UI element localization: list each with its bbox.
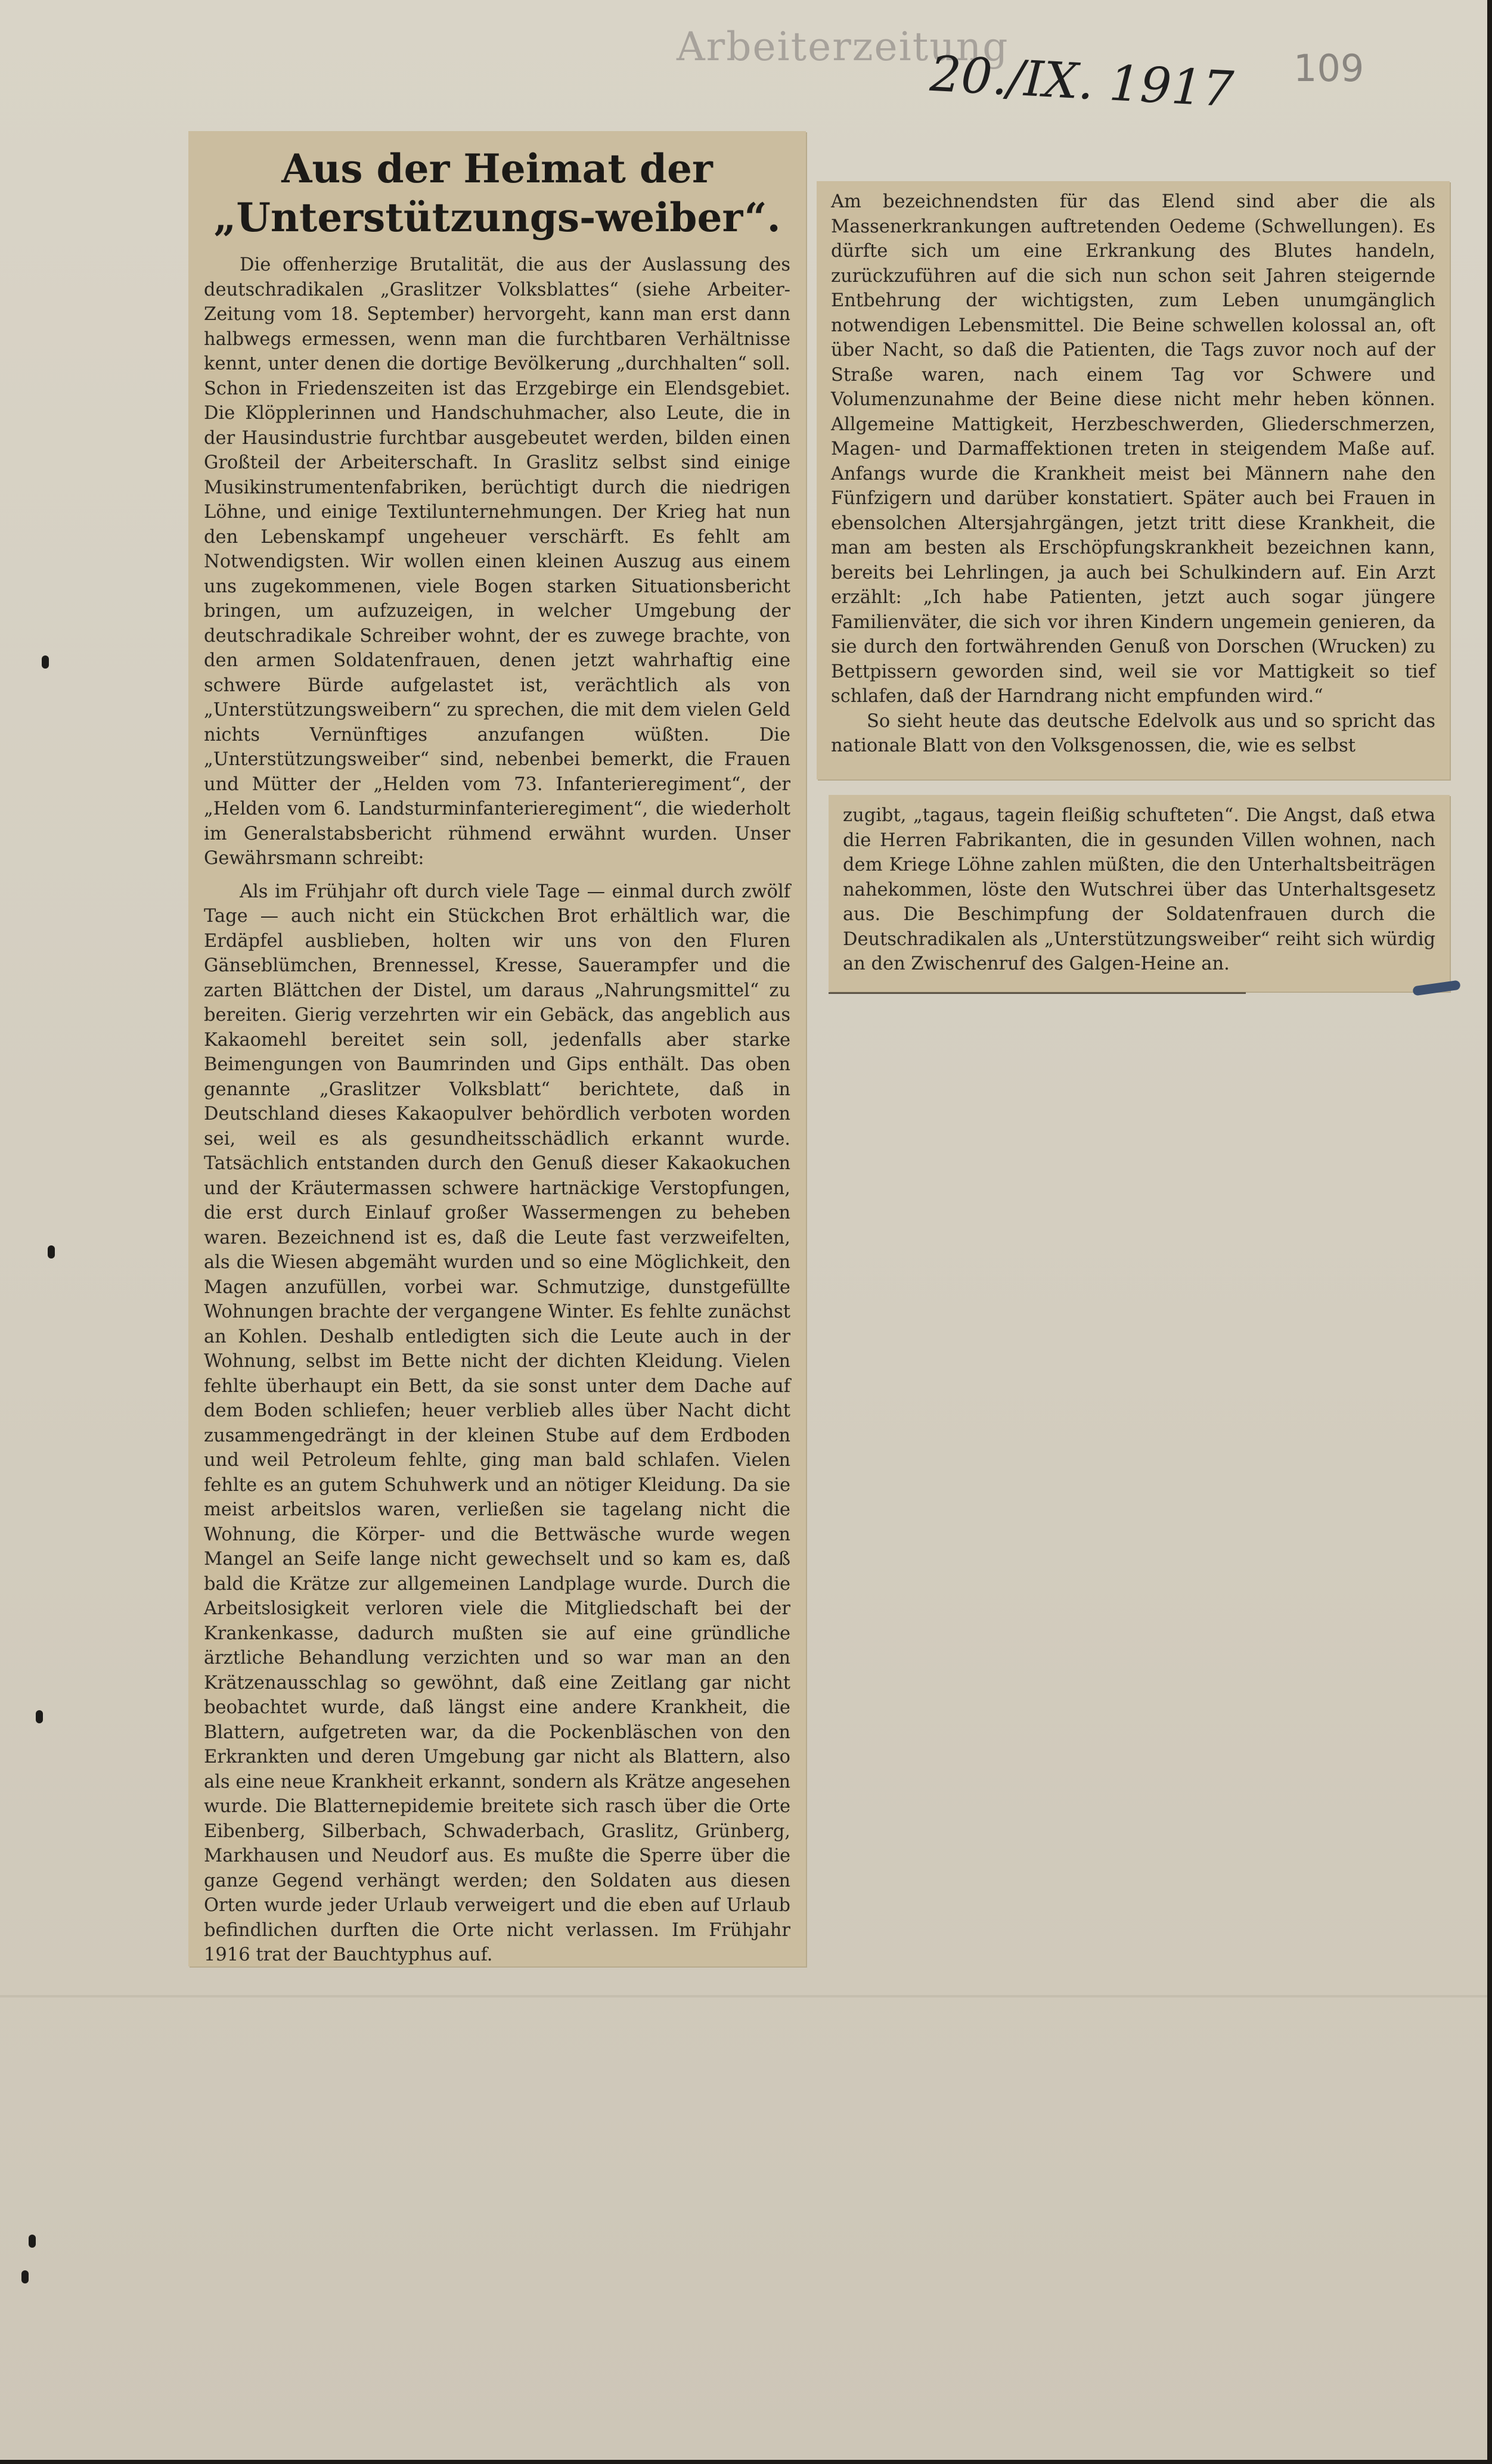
clipping-column-2 [817, 181, 1450, 779]
article-paragraph-4: zugibt, „tagaus, tagein fleißig schufteten“. Die Angst, daß etwa die Herren Fabrikanten, die in gesunden Villen wohnen, nach dem Kriege Löhne zahlen müßten, die den Unterhaltsbeiträgen nahekommen, löste den Wutschrei über das Unterhaltsgesetz aus. Die Beschimpfung der Soldatenfrauen durch die Deutschradikalen als „Unterstützungsweiber“ reiht sich würdig an den Zwischenruf des Galgen-Heine an. [843, 805, 1435, 974]
punch-hole [42, 655, 49, 669]
clipping-column-1 [188, 131, 806, 1966]
clipping-column-3 [829, 795, 1450, 992]
paper-fold-line [0, 1995, 1487, 1997]
punch-hole [21, 2270, 29, 2283]
punch-hole [48, 1245, 55, 1259]
punch-hole [36, 1710, 43, 1723]
article-headline: Aus der Heimat der „Unterstützungs-weiber“. [213, 145, 781, 241]
page-number: 109 [1294, 46, 1364, 90]
article-paragraph-3: So sieht heute das deutsche Edelvolk aus und so spricht das nationale Blatt von den Volksgenossen, die, wie es selbst [831, 710, 1435, 756]
punch-hole [29, 2235, 36, 2248]
article-quote: Als im Frühjahr oft durch viele Tage — einmal durch zwölf Tage — auch nicht ein Stückchen Brot erhältlich war, die Erdäpfel ausblieben, holten wir uns von den Fluren Gänseblümchen, Brennessel, Kresse, Sauerampfer und die zarten Blättchen der Distel, um daraus „Nahrungsmittel“ zu bereiten. Gierig verzehrten wir ein Gebäck, das angeblich aus Kakaomehl bereitet sein soll, jedenfalls aber starke Beimengungen von Baumrinden und Gips enthält. Das oben genannte „Graslitzer Volksblatt“ berichtete, daß in Deutschland dieses Kakaopulver behördlich verboten worden sei, weil es als gesundheitsschädlich erkannt wurde. Tatsächlich entstanden durch den Genuß dieser Kakaokuchen und der Kräutermassen schwere hartnäckige Verstopfungen, die erst durch Einlauf großer Wassermengen zu beheben waren. Bezeichnend ist es, daß die Leute fast verzweifelten, als die Wiesen abgemäht wurden und so eine Möglichkeit, den Magen anzufüllen, vorbei war. Schmutzige, dunstgefüllte Wohnungen brachte der vergangene Winter. Es fehlte zunächst an Kohlen. Deshalb entledigten sich die Leute auch in der Wohnung, selbst im Bette nicht der dichten Kleidung. Vielen fehlte überhaupt ein Bett, da sie sonst unter dem Dache auf dem Boden schliefen; heuer verblieb alles über Nacht dicht zusammengedrängt in der kleinen Stube auf dem Erdboden und weil Petroleum fehlte, ging man bald schlafen. Vielen fehlte es an gutem Schuhwerk und an nötiger Kleidung. Da sie meist arbeitslos waren, verließen sie tagelang nicht die Wohnung, die Körper- und die Bettwäsche wurde wegen Mangel an Seife lange nicht gewechselt und so kam es, daß bald die Krätze zur allgemeinen Landplage wurde. Durch die Arbeitslosigkeit verloren viele die Mitgliedschaft bei der Krankenkasse, dadurch mußten sie auf eine gründliche ärztliche Behandlung verzichten und so war man an den Krätzenausschlag so gewöhnt, daß eine Zeitlang gar nicht beobachtet wurde, daß längst eine andere Krankheit, die Blattern, aufgetreten war, da die Pockenbläschen von den Erkrankten und deren Umgebung gar nicht als Blattern, also als eine neue Krankheit erkannt, sondern als Krätze angesehen wurde. Die Blatternepidemie breitete sich rasch über die Orte Eibenberg, Silberbach, Schwaderbach, Graslitz, Grünberg, Markhausen und Neudorf aus. Es mußte die Sperre über die ganze Gegend verhängt werden; den Soldaten aus diesen Orten wurde jeder Urlaub verweigert und die eben auf Urlaub befindlichen durften die Orte nicht verlassen. Im Frühjahr 1916 trat der Bauchtyphus auf. [204, 881, 790, 1965]
article-paragraph-2: Am bezeichnendsten für das Elend sind aber die als Massenerkrankungen auftretenden Oedeme (Schwellungen). Es dürfte sich um eine Erkrankung des Blutes handeln, zurückzuführen auf die sich nun schon seit Jahren steigernde Entbehrung der wichtigsten, zum Leben unumgänglich notwendigen Lebensmittel. Die Beine schwellen kolossal an, oft über Nacht, so daß die Patienten, die Tags zuvor noch auf der Straße waren, nach einem Tag vor Schwere und Volumenzunahme der Beine diese nicht mehr heben können. Allgemeine Mattigkeit, Herzbeschwerden, Gliederschmerzen, Magen- und Darmaffektionen treten in steigendem Maße auf. Anfangs wurde die Krankheit meist bei Männern nahe den Fünfzigern und darüber konstatiert. Später auch bei Frauen in ebensolchen Altersjahrgängen, jetzt tritt diese Krankheit, die man am besten als Erschöpfungskrankheit bezeichnen kann, bereits bei Lehrlingen, ja auch bei Schulkindern auf. Ein Arzt erzählt: „Ich habe Patienten, jetzt auch sogar jüngere Familienväter, die sich vor ihren Kindern ungemein genieren, da sie durch den fortwährenden Genuß von Dorschen (Wrucken) zu Bettpissern geworden sind, weil sie vor Mattigkeit so tief schlafen, daß der Harndrang nicht empfunden wird.“ [831, 191, 1435, 707]
end-rule [829, 992, 1246, 994]
article-paragraph-1: Die offenherzige Brutalität, die aus der Auslassung des deutschradikalen „Graslitzer Volksblattes“ (siehe Arbeiter-Zeitung vom 18. September) hervorgeht, kann man erst dann halbwegs ermessen, wenn man die furchtbaren Verhältnisse kennt, unter denen die dortige Bevölkerung „durchhalten“ soll. Schon in Friedenszeiten ist das Erzgebirge ein Elendsgebiet. Die Klöpplerinnen und Handschuhmacher, also Leute, die in der Hausindustrie furchtbar ausgebeutet werden, bilden einen Großteil der Arbeiterschaft. In Graslitz selbst sind einige Musikinstrumentenfabriken, berüchtigt durch die niedrigen Löhne, und einige Textilunternehmungen. Der Krieg hat nun den Lebenskampf ungeheuer verschärft. Es fehlt am Notwendigsten. Wir wollen einen kleinen Auszug aus einem uns zugekommenen, viele Bogen starken Situationsbericht bringen, um aufzuzeigen, in welcher Umgebung der deutschradikale Schreiber wohnt, der es zuwege brachte, von den armen Soldatenfrauen, denen jetzt wahrhaftig eine schwere Bürde aufgelastet ist, verächtlich als von „Unterstützungsweibern“ zu sprechen, die mit dem vielen Geld nichts Vernünftiges anzufangen wüßten. Die „Unterstützungsweiber“ sind, nebenbei bemerkt, die Frauen und Mütter der „Helden vom 73. Infanterieregiment“, der „Helden vom 6. Landsturminfanterieregiment“, die wiederholt im Generalstabsbericht rühmend erwähnt wurden. Unser Gewährsmann schreibt: [204, 254, 790, 869]
handwritten-date: 20./IX. 1917 [928, 45, 1235, 119]
newspaper-stamp: Arbeiterzeitung [677, 24, 1009, 70]
